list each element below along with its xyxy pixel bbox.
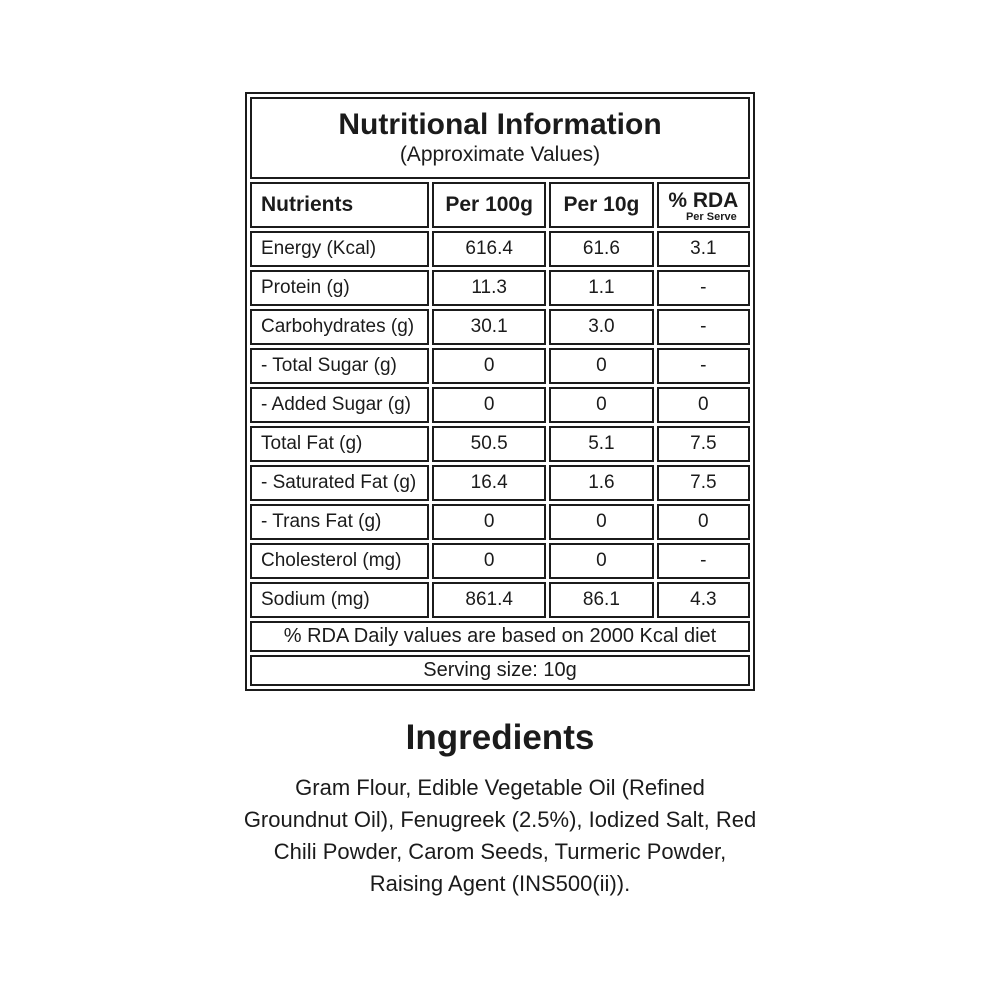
table-row — [250, 309, 750, 345]
rda-cell: 4.3 — [657, 582, 750, 618]
ingredients-heading: Ingredients — [405, 718, 595, 757]
per-100g-cell: 616.4 — [432, 231, 546, 267]
table-title-row — [250, 97, 750, 179]
column-header-nutrients: Nutrients — [250, 182, 429, 228]
nutrient-cell: Protein (g) — [250, 270, 429, 306]
per-100g-cell: 0 — [432, 504, 546, 540]
table-row — [250, 504, 750, 540]
per-100g-cell: 0 — [432, 387, 546, 423]
per-100g-cell: 16.4 — [432, 465, 546, 501]
rda-cell: - — [657, 348, 750, 384]
ingredients-text: Gram Flour, Edible Vegetable Oil (Refined Groundnut Oil), Fenugreek (2.5%), Iodized Salt, Red Chili Powder, Carom Seeds, Turmeric Powder, Raising Agent (INS500(ii)). — [243, 775, 757, 896]
table-header-row — [250, 182, 750, 228]
per-100g-cell: 0 — [432, 543, 546, 579]
rda-cell: - — [657, 543, 750, 579]
per-10g-cell: 0 — [549, 348, 654, 384]
table-row — [250, 270, 750, 306]
table-title: Nutritional Information — [338, 108, 662, 141]
per-10g-cell: 86.1 — [549, 582, 654, 618]
table-title-cell — [250, 97, 750, 179]
rda-note-row — [250, 621, 750, 652]
nutrient-cell: - Saturated Fat (g) — [250, 465, 429, 501]
table-row — [250, 231, 750, 267]
nutrient-cell: Energy (Kcal) — [250, 231, 429, 267]
per-100g-cell: 0 — [432, 348, 546, 384]
nutrient-cell: - Trans Fat (g) — [250, 504, 429, 540]
table-row — [250, 465, 750, 501]
rda-cell: - — [657, 309, 750, 345]
per-100g-cell: 861.4 — [432, 582, 546, 618]
column-header-per-100g: Per 100g — [432, 182, 546, 228]
table-row — [250, 426, 750, 462]
nutrient-cell: Total Fat (g) — [250, 426, 429, 462]
per-10g-cell: 0 — [549, 543, 654, 579]
table-row — [250, 543, 750, 579]
per-10g-cell: 61.6 — [549, 231, 654, 267]
column-header-per-10g: Per 10g — [549, 182, 654, 228]
per-100g-cell: 50.5 — [432, 426, 546, 462]
rda-cell: 0 — [657, 387, 750, 423]
table-row — [250, 348, 750, 384]
nutrient-cell: Carbohydrates (g) — [250, 309, 429, 345]
nutrition-table — [245, 92, 755, 691]
rda-note: % RDA Daily values are based on 2000 Kcal diet — [250, 621, 750, 652]
rda-cell: 7.5 — [657, 465, 750, 501]
per-10g-cell: 5.1 — [549, 426, 654, 462]
per-100g-cell: 30.1 — [432, 309, 546, 345]
per-10g-cell: 1.1 — [549, 270, 654, 306]
table-subtitle: (Approximate Values) — [399, 143, 601, 166]
column-header-rda — [657, 182, 750, 228]
table-row — [250, 387, 750, 423]
per-10g-cell: 0 — [549, 504, 654, 540]
rda-header-label: % RDA — [668, 188, 739, 212]
rda-cell: 3.1 — [657, 231, 750, 267]
per-100g-cell: 11.3 — [432, 270, 546, 306]
rda-header-subnote: Per Serve — [685, 210, 737, 223]
nutrient-cell: - Added Sugar (g) — [250, 387, 429, 423]
rda-cell: - — [657, 270, 750, 306]
rda-cell: 0 — [657, 504, 750, 540]
table-row — [250, 582, 750, 618]
serving-size-row — [250, 655, 750, 686]
nutrient-cell: Sodium (mg) — [250, 582, 429, 618]
per-10g-cell: 3.0 — [549, 309, 654, 345]
serving-size-note: Serving size: 10g — [250, 655, 750, 686]
nutrient-cell: Cholesterol (mg) — [250, 543, 429, 579]
per-10g-cell: 1.6 — [549, 465, 654, 501]
rda-cell: 7.5 — [657, 426, 750, 462]
per-10g-cell: 0 — [549, 387, 654, 423]
ingredients-section — [0, 718, 1000, 900]
nutrient-cell: - Total Sugar (g) — [250, 348, 429, 384]
